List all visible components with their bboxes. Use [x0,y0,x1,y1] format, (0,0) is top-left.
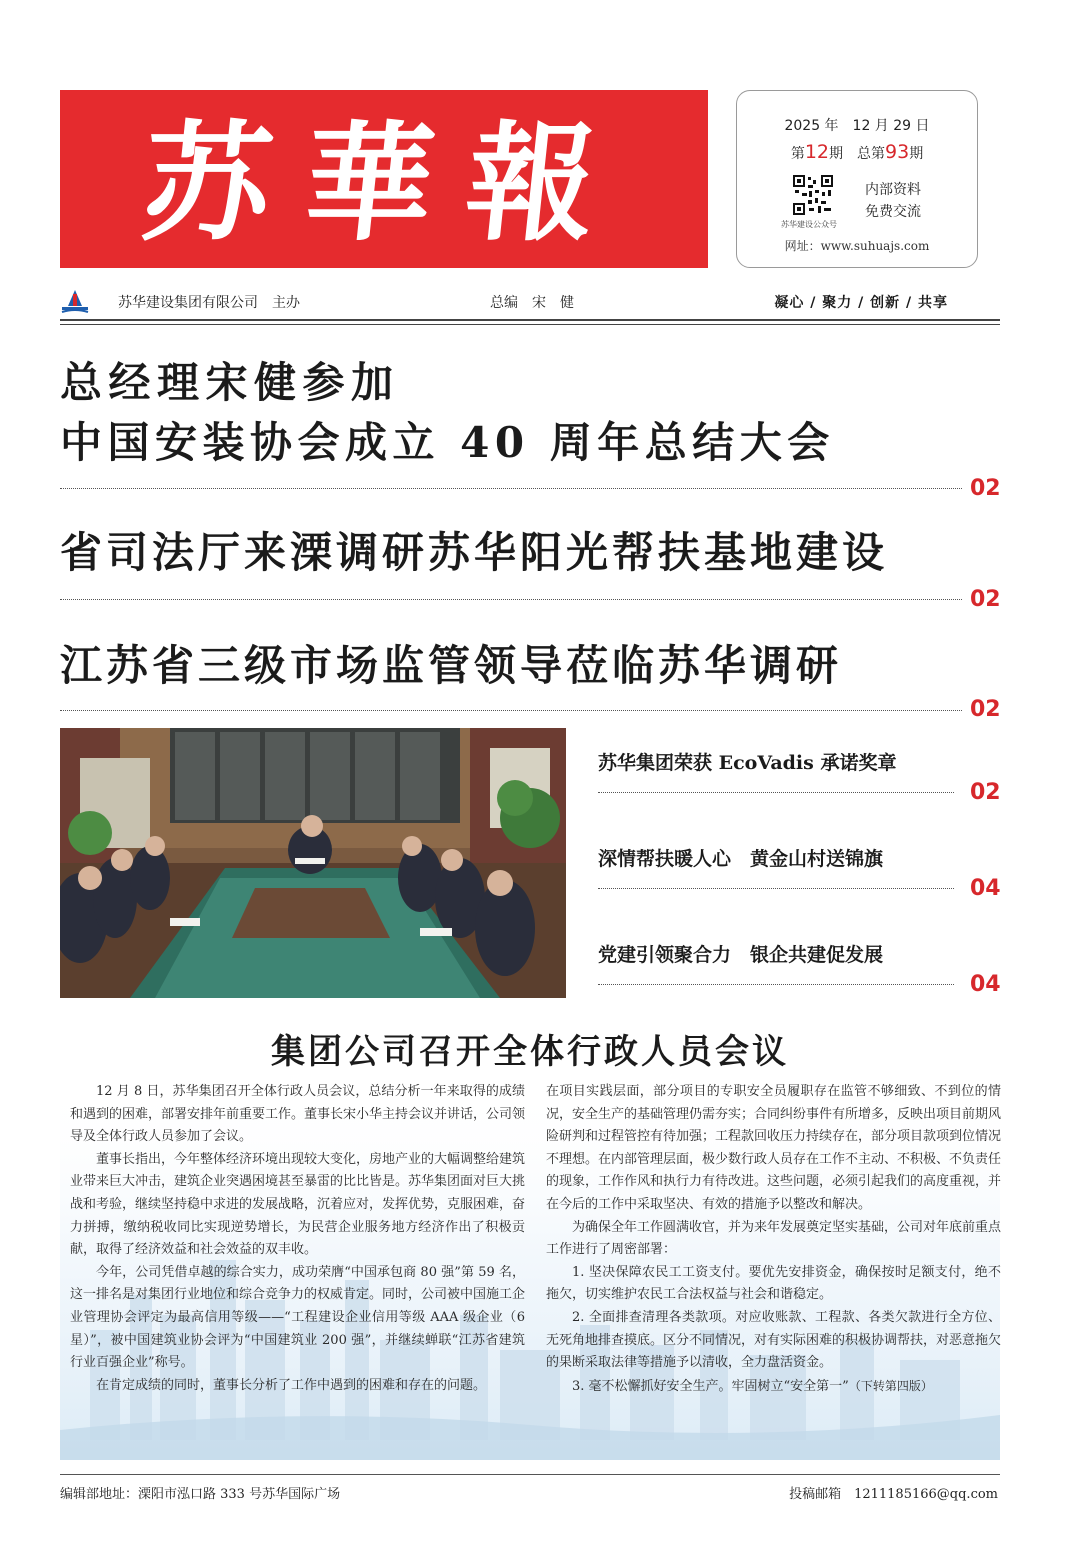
footer-divider [60,1474,1000,1475]
headline-2[interactable]: 省司法厅来溧调研苏华阳光帮扶基地建设 [60,528,889,577]
side-item-2-title[interactable]: 深情帮扶暖人心 黄金山村送锦旗 [598,848,884,870]
submission-email[interactable]: 投稿邮箱 1211185166@qq.com [789,1487,998,1502]
masthead-banner [60,90,708,268]
article-paragraph: 在肯定成绩的同时，董事长分析了工作中遇到的困难和存在的问题。 [96,1377,487,1393]
article-paragraph: 3. 毫不松懈抓好安全生产。牢固树立“安全第一”（下转第四版） [572,1378,933,1394]
issue-info-box [736,90,978,268]
meeting-photo [60,728,566,998]
article-paragraph: 在项目实践层面，部分项目的专职安全员履职存在监管不够细致、不到位的情况，安全生产的基础管理仍需夯实；合同纠纷事件有所增多，反映出项目前期风险研判和过程管控有待加强；工程款回收压力持续存在，部分项目款项到位情况不理想。在内部管理层面，极少数行政人员存在工作不主动、不积极、不负责任的现象，工作作风和执行力有待改进。这些问题，必须引起我们的高度重视，并在今后的工作中采取坚决、有效的措施予以整改和解决。 [546,1084,1002,1212]
editor-text: 总编 宋 健 [490,295,574,311]
dotted-leader [598,792,954,793]
divider [60,324,1000,325]
article-column-right [546,1081,1001,1398]
issue-date: 2025 年 12 月 29 日 [784,118,930,134]
editorial-address: 编辑部地址：溧阳市泓口路 333 号苏华国际广场 [60,1487,341,1502]
page-ref-3: 02 [970,697,1001,722]
article-title[interactable]: 集团公司召开全体行政人员会议 [271,1032,789,1072]
publisher-bar [60,286,1000,316]
article-paragraph: 董事长指出，今年整体经济环境出现较大变化，房地产业的大幅调整给建筑业带来巨大冲击，建筑企业突遇困境甚至暴雷的比比皆是。苏华集团面对巨大挑战和考验，继续坚持稳中求进的发展战略，沉着应对，发挥优势，克服困难，奋力拼搏，缴纳税收同比实现逆势增长，为民营企业服务地方经济作出了积极贡献，取得了经济效益和社会效益的双丰收。 [70,1151,526,1258]
internal-note: 内部资料 免费交流 [865,182,921,220]
page-ref-1: 02 [970,476,1001,501]
article-paragraph: 今年，公司凭借卓越的综合实力，成功荣膺“中国承包商 80 强”第 59 名，这一排名是对集团行业地位和综合竞争力的权威肯定。同时，公司被中国施工企业管理协会评定为最高信用等级——“工程建设企业信用等级 AAA 级企业（6 星）”，被中国建筑业协会评为“中国建筑业 200 强”，并继续蝉联“江苏省建筑行业百强企业”称号。 [70,1264,526,1371]
article-paragraph: 12 月 8 日，苏华集团召开全体行政人员会议，总结分析一年来取得的成绩和遇到的困难，部署安排年前重要工作。董事长宋小华主持会议并讲话，公司领导及全体行政人员参加了会议。 [70,1084,526,1145]
dotted-leader [60,488,962,489]
dotted-leader [60,710,962,711]
divider [60,319,1000,321]
headline-1-line-2[interactable]: 中国安装协会成立 40 周年总结大会 [60,418,835,467]
dotted-leader [60,599,962,600]
masthead-calligraphy [60,90,708,268]
masthead-title: 苏華報 [135,108,638,259]
side-item-2-page: 04 [970,876,1001,901]
website-link[interactable]: 网址：www.suhuajs.com [784,239,930,253]
company-logo-icon [60,288,90,316]
continued-note[interactable]: （下转第四版） [848,1378,933,1393]
dotted-leader [598,984,954,985]
qr-code-icon [793,175,833,215]
article-paragraph: 2. 全面排查清理各类款项。对应收账款、工程款、各类欠款进行全方位、无死角地排查摸底。区分不同情况，对有实际困难的积极协调帮扶，对恶意拖欠的果断采取法律等措施予以清收，全力盘活资金。 [546,1309,1002,1371]
side-item-3-page: 04 [970,972,1001,997]
side-item-1-page: 02 [970,780,1001,805]
article-paragraph: 1. 坚决保障农民工工资支付。要优先安排资金，确保按时足额支付，绝不拖欠，切实维护农民工合法权益与社会和谐稳定。 [546,1264,1001,1303]
side-item-1-title[interactable]: 苏华集团荣获 EcoVadis 承诺奖章 [598,752,897,774]
headline-3[interactable]: 江苏省三级市场监管领导莅临苏华调研 [60,641,843,690]
side-item-3-title[interactable]: 党建引领聚合力 银企共建促发展 [598,944,884,966]
slogan: 凝心 / 聚力 / 创新 / 共享 [774,295,948,311]
article-column-left [70,1081,525,1397]
page-ref-2: 02 [970,587,1001,612]
issue-number: 第12期 总第93期 [790,141,924,163]
article-paragraph: 为确保全年工作圆满收官，并为来年发展奠定坚实基础，公司对年底前重点工作进行了周密部署： [546,1219,1002,1258]
dotted-leader [598,888,954,889]
qr-caption: 苏华建设公众号 [781,220,837,229]
publisher-text: 苏华建设集团有限公司 主办 [118,295,300,311]
headline-1-line-1[interactable]: 总经理宋健参加 [60,358,400,407]
